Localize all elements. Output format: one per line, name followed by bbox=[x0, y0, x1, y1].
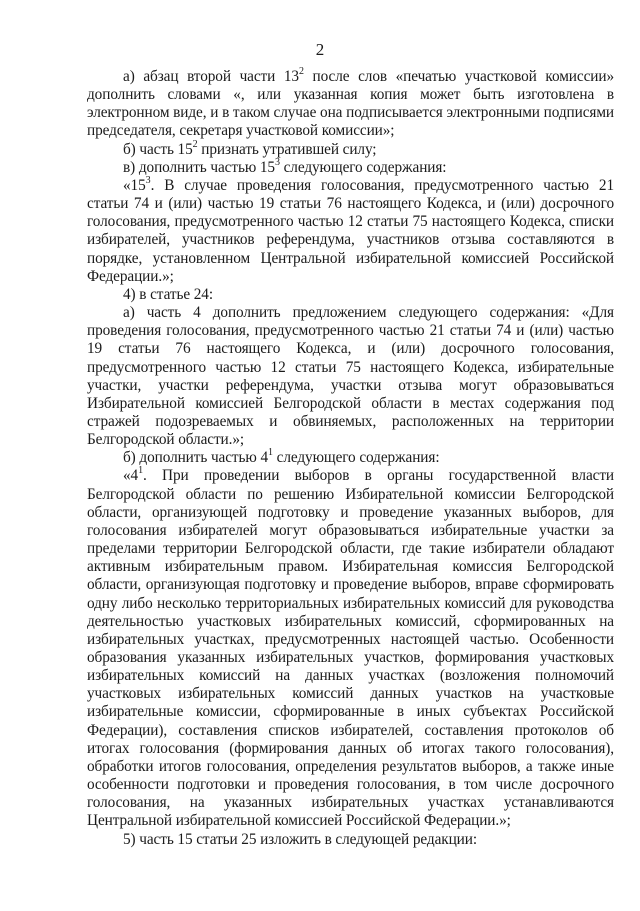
superscript: 3 bbox=[145, 174, 151, 186]
paragraph-amend-part-4 bbox=[87, 304, 614, 449]
paragraph-text: . При проведении выборов в органы государственной власти Белгородской области по решению Избирательной комиссии Белгородской области, организующей подготовку и проведение указанных выборов, для голосования избирателей могут образовываться избирательные участки за пределами территории Белгородской области, где такие избиратели обладают активным избирательным правом. Избирательная комиссия Белгородской области, организующая подготовку и проведение выборов, вправе сформировать одну либо несколько территориальных избирательных комиссий для руководства деятельностью участковых избирательных комиссий, сформированных на избирательных участках, предусмотренных настоящей частью. Особенности образования указанных избирательных участков, формирования участковых избирательных комиссий на данных участках (возложения полномочий участковых избирательных комиссий данных участков на участковые избирательные комиссии, сформированные в иных субъектах Российской Федерации), составления списков избирателей, составления протоколов об итогах голосования (формирования данных об итогах такого голосования), обработки итогов голосования, определения результатов выборов, а также иные особенности подготовки и проведения голосования, в том числе досрочного голосования, на указанных избирательных участках устанавливаются Центральной избирательной комиссией Российской Федерации.»; bbox=[87, 467, 614, 830]
paragraph-amend-part-13-2 bbox=[87, 65, 614, 141]
paragraph-article-24 bbox=[87, 286, 614, 304]
paragraph-text: «4 bbox=[123, 467, 139, 485]
paragraph-article-25 bbox=[87, 831, 614, 849]
paragraph-text: а) часть 4 дополнить предложением следующего содержания: «Для проведения голосования, предусмотренного частью 21 статьи 74 и (или) частью 19 статьи 76 настоящего Кодекса, и (или) досрочного голосования, предусмотренного частью 12 статьи 75 настоящего Кодекса, избирательные участки, участки референдума, участки отзыва могут образовываться Избирательной комиссией Белгородской области в местах содержания под стражей подозреваемых и обвиняемых, расположенных на территории Белгородской области.»; bbox=[87, 304, 614, 449]
page-number: 2 bbox=[315, 40, 325, 59]
superscript: 1 bbox=[138, 465, 144, 477]
paragraph-text: следующего содержания: bbox=[279, 158, 447, 176]
superscript: 2 bbox=[298, 65, 304, 77]
paragraph-part-4-1-text bbox=[87, 467, 614, 830]
paragraph-add-part-15-3 bbox=[87, 156, 614, 177]
superscript: 1 bbox=[268, 447, 273, 459]
paragraph-repeal-part-15-2 bbox=[87, 138, 614, 159]
paragraph-text: 5) часть 15 статьи 25 изложить в следующей редакции: bbox=[123, 830, 478, 848]
paragraph-part-15-3-text bbox=[87, 174, 614, 286]
paragraph-text: б) часть 15 bbox=[123, 140, 193, 158]
paragraph-text: следующего содержания: bbox=[272, 449, 440, 467]
paragraph-text: «15 bbox=[123, 176, 146, 194]
superscript: 3 bbox=[274, 156, 280, 168]
paragraph-add-part-4-1 bbox=[87, 449, 614, 467]
superscript: 2 bbox=[192, 138, 198, 150]
paragraph-text: после слов «печатью участковой комиссии» дополнить словами «, или указанная копия может быть изготовлена в электронном виде, и в таком случае она подписывается электронными подписями председателя, секретаря участковой комиссии»; bbox=[87, 68, 614, 140]
paragraph-text: б) дополнить частью 4 bbox=[123, 449, 268, 467]
paragraph-text: в) дополнить частью 15 bbox=[123, 158, 275, 176]
document-body bbox=[87, 65, 614, 849]
paragraph-text: 4) в статье 24: bbox=[123, 285, 213, 303]
paragraph-text: . В случае проведения голосования, предусмотренного частью 21 статьи 74 и (или) частью 19 статьи 76 настоящего Кодекса, и (или) досрочного голосования, предусмотренного частью 12 статьи 75 настоящего Кодекса, списки избирателей, участников референдума, участников отзыва составляются в порядке, установленном Центральной избирательной комиссией Российской Федерации.»; bbox=[87, 176, 614, 285]
paragraph-text: признать утратившей силу; bbox=[197, 140, 377, 158]
paragraph-text: а) абзац второй части 13 bbox=[123, 68, 299, 85]
